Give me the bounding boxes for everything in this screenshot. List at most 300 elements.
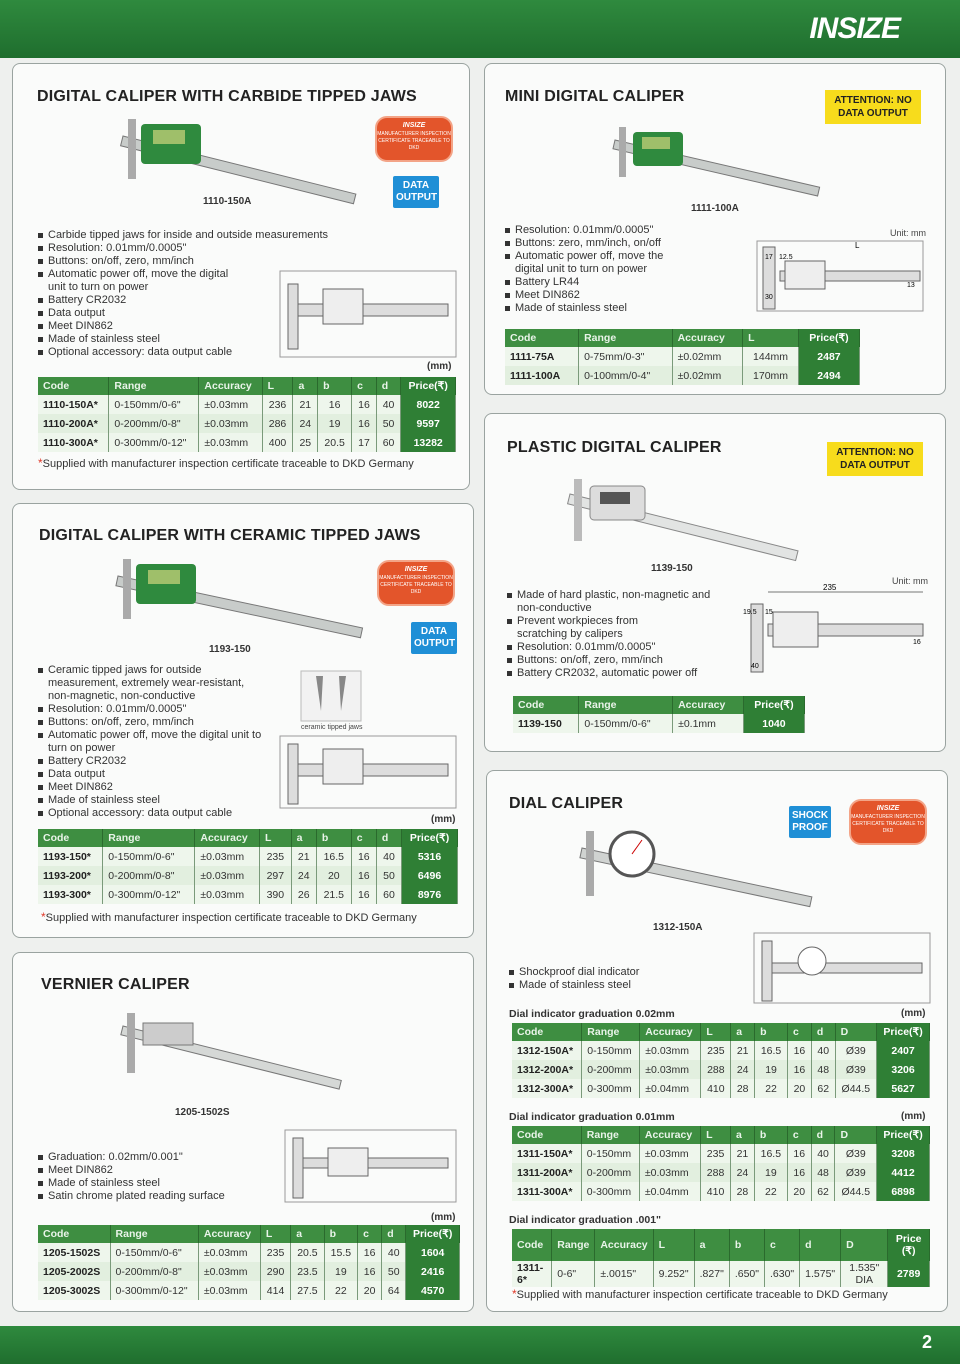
code-cell: 1311-6*: [512, 1261, 552, 1287]
table-cell: ±0.03mm: [198, 1243, 260, 1262]
feature-item: Made of stainless steel: [38, 333, 368, 346]
table-cell: ±0.03mm: [639, 1144, 700, 1163]
footnote: *Supplied with manufacturer inspection certificate traceable to DKD Germany: [41, 910, 417, 924]
feature-item: Optional accessory: data output cable: [38, 346, 368, 359]
feature-list: [509, 966, 729, 992]
table-cell: Ø39: [835, 1060, 877, 1079]
table-row: [38, 1281, 460, 1300]
table-cell: .630": [764, 1261, 799, 1287]
feature-item: Graduation: 0.02mm/0.001": [38, 1151, 278, 1164]
table-cell: 22: [324, 1281, 357, 1300]
table-cell: 0-200mm/0-8": [103, 866, 195, 885]
table-cell: 16.5: [755, 1041, 788, 1060]
table-cell: ±0.04mm: [640, 1079, 701, 1098]
table-cell: 50: [382, 1262, 406, 1281]
table-cell: 410: [701, 1079, 731, 1098]
table-cell: ±0.03mm: [195, 866, 260, 885]
diagram-label: 16: [913, 639, 921, 646]
table-cell: 21: [291, 847, 316, 866]
price-cell: 2487: [798, 347, 859, 366]
product-title: PLASTIC DIGITAL CALIPER: [507, 439, 722, 456]
column-header: Code: [513, 696, 579, 714]
column-header: Accuracy: [639, 1126, 700, 1144]
table-cell: 1.535" DIA: [841, 1261, 888, 1287]
unit-label: (mm): [901, 1008, 926, 1019]
feature-list: [505, 224, 685, 315]
table-cell: 400: [262, 433, 293, 452]
diagram-label: 12.5: [779, 254, 793, 261]
diagram-label: 235: [823, 583, 837, 592]
table-label: Dial indicator graduation .001": [509, 1214, 662, 1226]
table-cell: 16: [351, 866, 376, 885]
column-header: L: [262, 377, 293, 395]
column-header: Accuracy: [199, 377, 262, 395]
table-cell: 20: [788, 1079, 812, 1098]
column-header: c: [351, 829, 376, 847]
no-data-output-badge: ATTENTION: NO DATA OUTPUT: [827, 442, 923, 476]
spec-table: [38, 1225, 460, 1300]
table-row: [505, 366, 860, 385]
product-title: MINI DIGITAL CALIPER: [505, 88, 685, 105]
column-header: Price(₹): [798, 329, 859, 347]
table-cell: 410: [701, 1182, 731, 1201]
table-row: [512, 1144, 930, 1163]
table-row: [512, 1163, 930, 1182]
product-title: DIGITAL CALIPER WITH CERAMIC TIPPED JAWS: [39, 527, 421, 544]
column-header: Accuracy: [195, 829, 260, 847]
table-cell: 28: [731, 1182, 755, 1201]
table-cell: 25: [293, 433, 318, 452]
feature-item: Buttons: on/off, zero, mm/inch: [38, 716, 268, 729]
spec-table: [512, 1229, 930, 1287]
digital-caliper-image: [605, 122, 825, 202]
table-cell: 16: [358, 1243, 382, 1262]
product-title: DIAL CALIPER: [509, 795, 624, 812]
table-cell: 0-150mm/0-6": [103, 847, 195, 866]
price-cell: 2494: [798, 366, 859, 385]
price-cell: 3206: [877, 1060, 930, 1079]
table-header-row: [512, 1126, 930, 1144]
table-header-row: [38, 377, 456, 395]
table-cell: .827": [694, 1261, 729, 1287]
code-cell: 1139-150: [513, 714, 579, 733]
table-cell: 27.5: [291, 1281, 324, 1300]
page-number: 2: [921, 1332, 932, 1352]
no-data-output-badge: ATTENTION: NO DATA OUTPUT: [825, 90, 921, 124]
table-cell: Ø39: [835, 1041, 877, 1060]
table-cell: 0-300mm: [581, 1182, 639, 1201]
column-header: L: [260, 1225, 290, 1243]
ceramic-jaws-image: [301, 671, 361, 721]
spec-table: [512, 1023, 930, 1098]
data-output-badge: DATA OUTPUT: [411, 622, 457, 654]
table-cell: 286: [262, 414, 293, 433]
table-cell: ±0.03mm: [640, 1060, 701, 1079]
feature-item: Resolution: 0.01mm/0.0005": [505, 224, 685, 237]
table-cell: ±0.03mm: [198, 1281, 260, 1300]
table-cell: 0-300mm/0-12": [110, 1281, 198, 1300]
table-cell: ±0.03mm: [199, 433, 262, 452]
table-cell: 0-150mm/0-6": [579, 714, 673, 733]
table-cell: 62: [811, 1182, 835, 1201]
feature-item: Meet DIN862: [38, 1164, 278, 1177]
table-cell: 288: [701, 1060, 731, 1079]
feature-item: Battery CR2032: [38, 755, 268, 768]
spec-table: [38, 377, 456, 452]
table-cell: 22: [755, 1079, 788, 1098]
feature-item: Made of stainless steel: [38, 1177, 278, 1190]
code-cell: 1311-150A*: [512, 1144, 581, 1163]
column-header: d: [800, 1229, 841, 1261]
shock-proof-badge: SHOCK PROOF: [789, 806, 831, 838]
diagram-label: 30: [765, 294, 773, 301]
table-row: [512, 1060, 930, 1079]
unit-label: (mm): [431, 1212, 456, 1223]
column-header: a: [293, 377, 318, 395]
feature-item: Automatic power off, move the digital unit to turn on power: [38, 268, 243, 294]
product-card-ceramic: [12, 503, 474, 938]
table-cell: 235: [260, 1243, 290, 1262]
table-cell: 390: [260, 885, 292, 904]
table-cell: 21: [731, 1041, 755, 1060]
table-cell: Ø44.5: [835, 1079, 877, 1098]
model-label: 1193-150: [209, 644, 251, 655]
column-header: Range: [581, 1126, 639, 1144]
column-header: b: [316, 829, 351, 847]
feature-item: Made of stainless steel: [505, 302, 685, 315]
column-header: Range: [582, 1023, 640, 1041]
table-cell: 64: [382, 1281, 406, 1300]
model-label: 1111-100A: [691, 203, 739, 214]
code-cell: 1193-200*: [38, 866, 103, 885]
column-header: L: [260, 829, 292, 847]
table-row: [38, 433, 456, 452]
table-header-row: [38, 1225, 460, 1243]
table-cell: 26: [291, 885, 316, 904]
table-cell: 16: [358, 1262, 382, 1281]
table-cell: 0-300mm: [582, 1079, 640, 1098]
table-cell: Ø39: [835, 1144, 877, 1163]
table-cell: 19: [755, 1060, 788, 1079]
table-row: [38, 885, 458, 904]
feature-item: Meet DIN862: [38, 781, 268, 794]
table-cell: 0-150mm/0-6": [110, 1243, 198, 1262]
column-header: Price(₹): [401, 377, 456, 395]
product-card-mini: [484, 63, 946, 395]
feature-list: [38, 1151, 278, 1203]
table-cell: ±0.04mm: [639, 1182, 700, 1201]
table-cell: ±0.03mm: [199, 414, 262, 433]
table-cell: ±0.03mm: [195, 847, 260, 866]
column-header: b: [755, 1023, 788, 1041]
table-cell: 60: [376, 433, 401, 452]
column-header: d: [811, 1126, 835, 1144]
table-cell: ±0.1mm: [673, 714, 744, 733]
column-header: Accuracy: [595, 1229, 653, 1261]
table-cell: 235: [701, 1144, 731, 1163]
column-header: Price(₹): [402, 829, 458, 847]
column-header: D: [835, 1023, 877, 1041]
table-cell: ±0.03mm: [639, 1163, 700, 1182]
column-header: d: [382, 1225, 406, 1243]
code-cell: 1111-100A: [505, 366, 579, 385]
diagram-label: 17: [765, 254, 773, 261]
column-header: Range: [109, 377, 199, 395]
spec-table: [512, 1126, 930, 1201]
column-header: D: [835, 1126, 877, 1144]
code-cell: 1205-1502S: [38, 1243, 110, 1262]
table-cell: 16: [351, 847, 376, 866]
table-row: [38, 847, 458, 866]
insize-logo: INSIZE: [809, 12, 900, 45]
table-cell: 19: [324, 1262, 357, 1281]
table-header-row: [38, 829, 458, 847]
table-cell: Ø44.5: [835, 1182, 877, 1201]
table-row: [38, 1243, 460, 1262]
table-cell: 20: [358, 1281, 382, 1300]
price-cell: 4570: [406, 1281, 460, 1300]
price-cell: 1040: [743, 714, 804, 733]
unit-label: (mm): [427, 361, 452, 372]
feature-item: Buttons: zero, mm/inch, on/off: [505, 237, 685, 250]
code-cell: 1110-200A*: [38, 414, 109, 433]
table-cell: 40: [811, 1144, 835, 1163]
column-header: Code: [512, 1023, 582, 1041]
dial-caliper-image: [572, 826, 822, 921]
footnote: *Supplied with manufacturer inspection certificate traceable to DKD Germany: [512, 1287, 888, 1301]
code-cell: 1110-300A*: [38, 433, 109, 452]
table-header-row: [512, 1023, 930, 1041]
diagram-label: 19.5: [743, 609, 757, 616]
table-cell: ±0.02mm: [672, 347, 743, 366]
code-cell: 1312-200A*: [512, 1060, 582, 1079]
price-cell: 4412: [877, 1163, 930, 1182]
product-card-carbide: [12, 63, 470, 490]
table-cell: 236: [262, 395, 293, 414]
column-header: Accuracy: [198, 1225, 260, 1243]
code-cell: 1110-150A*: [38, 395, 109, 414]
table-cell: 235: [260, 847, 292, 866]
spec-table: [505, 329, 860, 385]
table-cell: 60: [376, 885, 401, 904]
table-cell: 16: [352, 414, 377, 433]
column-header: Range: [103, 829, 195, 847]
product-title: DIGITAL CALIPER WITH CARBIDE TIPPED JAWS: [37, 88, 417, 105]
table-row: [512, 1261, 930, 1287]
table-cell: 0-150mm: [582, 1041, 640, 1060]
table-cell: Ø39: [835, 1163, 877, 1182]
dimension-diagram: [278, 734, 458, 809]
feature-item: Resolution: 0.01mm/0.0005": [38, 703, 268, 716]
table-cell: 235: [701, 1041, 731, 1060]
table-cell: ±0.03mm: [195, 885, 260, 904]
column-header: Range: [579, 696, 673, 714]
feature-list: [38, 664, 268, 820]
column-header: L: [701, 1023, 731, 1041]
table-cell: 50: [376, 866, 401, 885]
image-caption: ceramic tipped jaws: [301, 724, 363, 731]
column-header: Range: [552, 1229, 595, 1261]
table-cell: ±0.03mm: [640, 1041, 701, 1060]
feature-item: Prevent workpieces from scratching by calipers: [507, 615, 687, 641]
table-cell: .650": [729, 1261, 764, 1287]
table-cell: 23.5: [291, 1262, 324, 1281]
code-cell: 1312-300A*: [512, 1079, 582, 1098]
footer-band: [0, 1326, 960, 1364]
product-card-plastic: [484, 413, 946, 752]
table-cell: 170mm: [743, 366, 799, 385]
dimension-diagram: [278, 269, 458, 359]
dimension-diagram: [743, 584, 928, 674]
table-header-row: [512, 1229, 930, 1261]
column-header: c: [788, 1023, 812, 1041]
table-cell: 0-150mm/0-6": [109, 395, 199, 414]
table-cell: 414: [260, 1281, 290, 1300]
price-cell: 6496: [402, 866, 458, 885]
diagram-label: 40: [751, 663, 759, 670]
feature-list: [507, 589, 732, 680]
column-header: L: [743, 329, 799, 347]
column-header: c: [352, 377, 377, 395]
feature-item: Resolution: 0.01mm/0.0005": [507, 641, 732, 654]
code-cell: 1193-300*: [38, 885, 103, 904]
plastic-caliper-image: [560, 474, 810, 564]
header-band: [0, 0, 960, 58]
table-row: [512, 1041, 930, 1060]
price-cell: 6898: [877, 1182, 930, 1201]
column-header: L: [653, 1229, 694, 1261]
column-header: a: [291, 1225, 324, 1243]
table-cell: ±0.03mm: [199, 395, 262, 414]
table-cell: 50: [376, 414, 401, 433]
code-cell: 1311-300A*: [512, 1182, 581, 1201]
column-header: d: [811, 1023, 835, 1041]
product-card-dial: [486, 770, 948, 1312]
feature-item: Shockproof dial indicator: [509, 966, 729, 979]
table-cell: 40: [811, 1041, 835, 1060]
table-cell: 19: [318, 414, 352, 433]
table-label: Dial indicator graduation 0.01mm: [509, 1111, 675, 1123]
inspection-certificate-badge: INSIZE MANUFACTURER INSPECTION CERTIFICATE TRACEABLE TO DKD: [849, 799, 927, 845]
table-cell: 16: [351, 885, 376, 904]
column-header: Code: [38, 829, 103, 847]
column-header: Code: [505, 329, 579, 347]
footnote: *Supplied with manufacturer inspection certificate traceable to DKD Germany: [38, 456, 414, 470]
unit-label: (mm): [431, 814, 456, 825]
feature-item: Data output: [38, 768, 268, 781]
table-cell: 20: [316, 866, 351, 885]
column-header: a: [731, 1126, 755, 1144]
table-cell: 16: [788, 1060, 812, 1079]
table-label: Dial indicator graduation 0.02mm: [509, 1008, 675, 1020]
diagram-label: 15: [765, 609, 773, 616]
code-cell: 1312-150A*: [512, 1041, 582, 1060]
table-cell: 48: [811, 1060, 835, 1079]
diagram-label: L: [855, 241, 860, 250]
price-cell: 8022: [401, 395, 456, 414]
column-header: c: [787, 1126, 811, 1144]
table-row: [38, 1262, 460, 1281]
unit-label: (mm): [901, 1111, 926, 1122]
code-cell: 1311-200A*: [512, 1163, 581, 1182]
feature-item: Carbide tipped jaws for inside and outside measurements: [38, 229, 368, 242]
product-title: VERNIER CALIPER: [41, 976, 190, 993]
column-header: a: [731, 1023, 755, 1041]
table-cell: 0-200mm: [582, 1060, 640, 1079]
feature-item: Data output: [38, 307, 368, 320]
table-cell: ±0.03mm: [198, 1262, 260, 1281]
spec-table: [513, 696, 805, 733]
table-cell: 16.5: [316, 847, 351, 866]
table-row: [38, 866, 458, 885]
table-cell: 0-6": [552, 1261, 595, 1287]
table-cell: 21.5: [316, 885, 351, 904]
column-header: Accuracy: [673, 696, 744, 714]
table-cell: 40: [376, 847, 401, 866]
table-cell: 20: [787, 1182, 811, 1201]
column-header: d: [376, 829, 401, 847]
feature-item: Satin chrome plated reading surface: [38, 1190, 278, 1203]
price-cell: 1604: [406, 1243, 460, 1262]
table-cell: 20.5: [291, 1243, 324, 1262]
table-cell: 16: [788, 1041, 812, 1060]
model-label: 1139-150: [651, 563, 693, 574]
table-cell: 17: [352, 433, 377, 452]
feature-item: Buttons: on/off, zero, mm/inch: [507, 654, 732, 667]
table-row: [505, 347, 860, 366]
price-cell: 2789: [888, 1261, 930, 1287]
table-cell: 16: [787, 1163, 811, 1182]
feature-item: Ceramic tipped jaws for outside measurement, extremely wear-resistant, non-magnetic, non-conductive: [38, 664, 268, 703]
code-cell: 1111-75A: [505, 347, 579, 366]
column-header: d: [376, 377, 401, 395]
table-cell: 21: [293, 395, 318, 414]
table-cell: 22: [754, 1182, 787, 1201]
table-cell: 9.252": [653, 1261, 694, 1287]
table-cell: 24: [731, 1163, 755, 1182]
table-row: [38, 414, 456, 433]
price-cell: 9597: [401, 414, 456, 433]
column-header: D: [841, 1229, 888, 1261]
unit-label: Unit: mm: [890, 228, 926, 238]
table-cell: ±.0015": [595, 1261, 653, 1287]
column-header: Price(₹): [877, 1126, 930, 1144]
table-cell: 24: [731, 1060, 755, 1079]
model-label: 1312-150A: [653, 922, 703, 933]
column-header: Code: [512, 1126, 581, 1144]
table-cell: 40: [376, 395, 401, 414]
column-header: Accuracy: [672, 329, 743, 347]
feature-item: Made of stainless steel: [38, 794, 268, 807]
product-card-vernier: [12, 952, 474, 1312]
feature-item: Meet DIN862: [38, 320, 368, 333]
column-header: Price(₹): [406, 1225, 460, 1243]
column-header: Price (₹): [888, 1229, 930, 1261]
feature-item: Resolution: 0.01mm/0.0005": [38, 242, 368, 255]
column-header: c: [764, 1229, 799, 1261]
column-header: Code: [38, 1225, 110, 1243]
spec-table: [38, 829, 458, 904]
code-cell: 1193-150*: [38, 847, 103, 866]
column-header: Range: [579, 329, 673, 347]
unit-label: Unit: mm: [892, 576, 928, 586]
digital-caliper-image: [108, 554, 378, 654]
feature-item: Battery CR2032: [38, 294, 368, 307]
table-cell: 144mm: [743, 347, 799, 366]
table-cell: 48: [811, 1163, 835, 1182]
column-header: c: [358, 1225, 382, 1243]
table-cell: 0-200mm: [581, 1163, 639, 1182]
